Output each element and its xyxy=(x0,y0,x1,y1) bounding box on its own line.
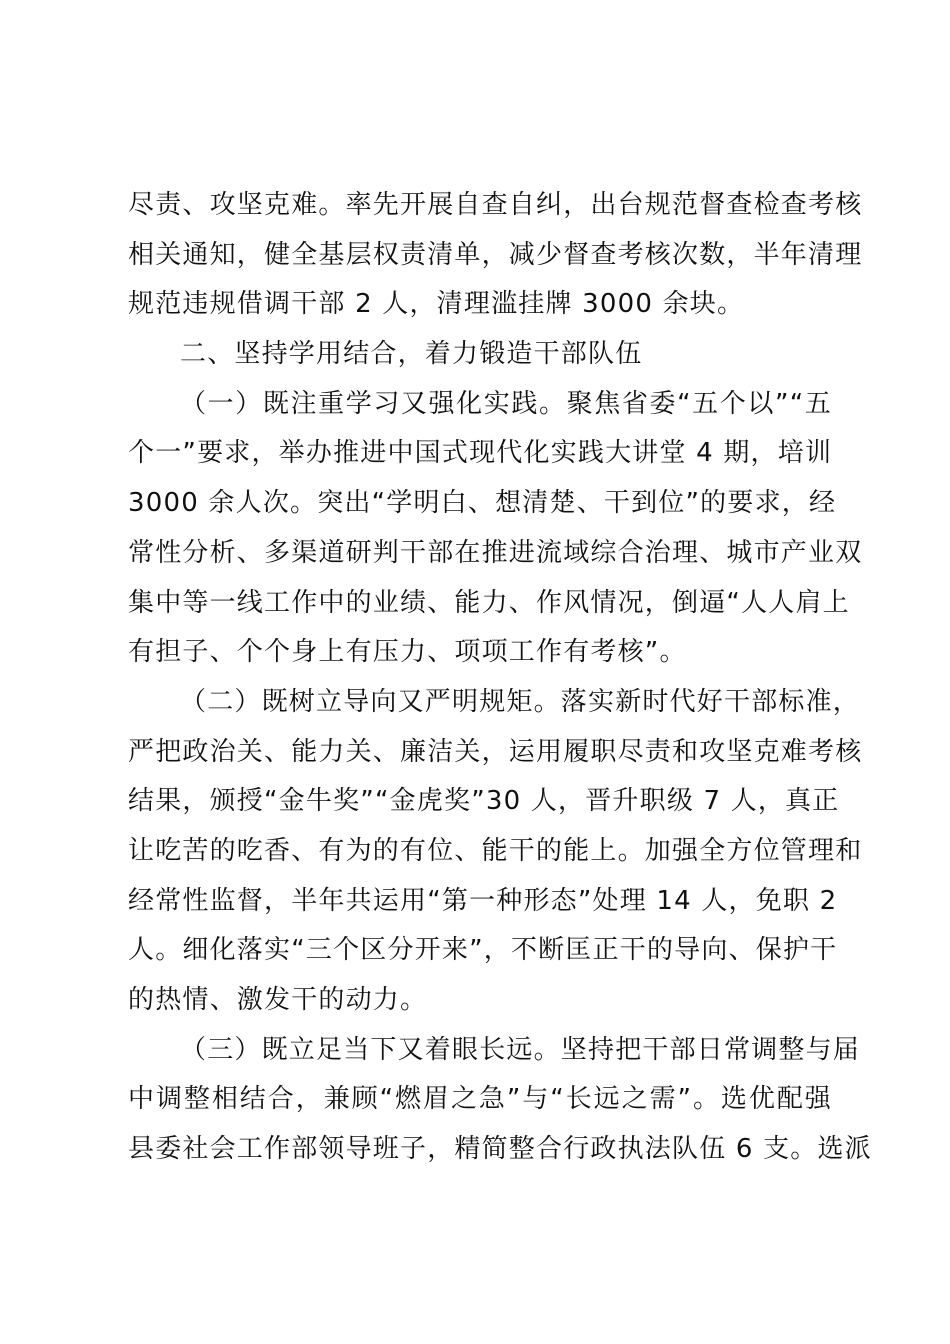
text-line: 个一”要求，举办推进中国式现代化实践大讲堂 4 期，培训 xyxy=(128,438,833,469)
text-line: （二）既树立导向又严明规矩。落实新时代好干部标准， xyxy=(180,686,861,717)
text-line: 常性分析、多渠道研判干部在推进流域综合治理、城市产业双 xyxy=(128,537,863,568)
document-body xyxy=(128,181,872,1175)
text-line: 经常性监督，半年共运用“第一种形态”处理 14 人，免职 2 xyxy=(128,885,838,916)
text-line: 结果，颁授“金牛奖”“金虎奖”30 人，晋升职级 7 人，真正 xyxy=(128,786,840,817)
text-line: 人。细化落实“三个区分开来”，不断匡正干的导向、保护干 xyxy=(128,935,838,966)
heading-line: 二、坚持学用结合，着力锻造干部队伍 xyxy=(180,339,643,370)
text-line: 3000 余人次。突出“学明白、想清楚、干到位”的要求，经 xyxy=(128,488,837,519)
text-line: 的热情、激发干的动力。 xyxy=(128,985,428,1015)
text-line: 尽责、攻坚克难。率先开展自查自纠，出台规范督查检查考核 xyxy=(128,190,863,220)
text-line: 规范违规借调干部 2 人，清理滥挂牌 3000 余块。 xyxy=(128,289,745,320)
text-line: 有担子、个个身上有压力、项项工作有考核”。 xyxy=(128,637,687,668)
text-line: （三）既立足当下又着眼长远。坚持把干部日常调整与届 xyxy=(180,1034,861,1065)
section-heading xyxy=(128,330,832,380)
text-line: 县委社会工作部领导班子，精简整合行政执法队伍 6 支。选派 xyxy=(128,1134,872,1165)
text-line: 中调整相结合，兼顾“燃眉之急”与“长远之需”。选优配强 xyxy=(128,1084,832,1115)
text-line: 集中等一线工作中的业绩、能力、作风情况，倒逼“人人肩上 xyxy=(128,587,850,618)
paragraph-2 xyxy=(128,678,863,1026)
text-line: 严把政治关、能力关、廉洁关，运用履职尽责和攻坚克难考核 xyxy=(128,736,863,767)
paragraph-1 xyxy=(128,380,863,678)
text-line: 让吃苦的吃香、有为的有位、能干的能上。加强全方位管理和 xyxy=(128,835,863,866)
text-line: 相关通知，健全基层权责清单，减少督查考核次数，半年清理 xyxy=(128,239,863,270)
paragraph-3 xyxy=(128,1026,872,1175)
paragraph-continuation xyxy=(128,181,863,330)
text-line: （一）既注重学习又强化实践。聚焦省委“五个以”“五 xyxy=(180,388,832,419)
